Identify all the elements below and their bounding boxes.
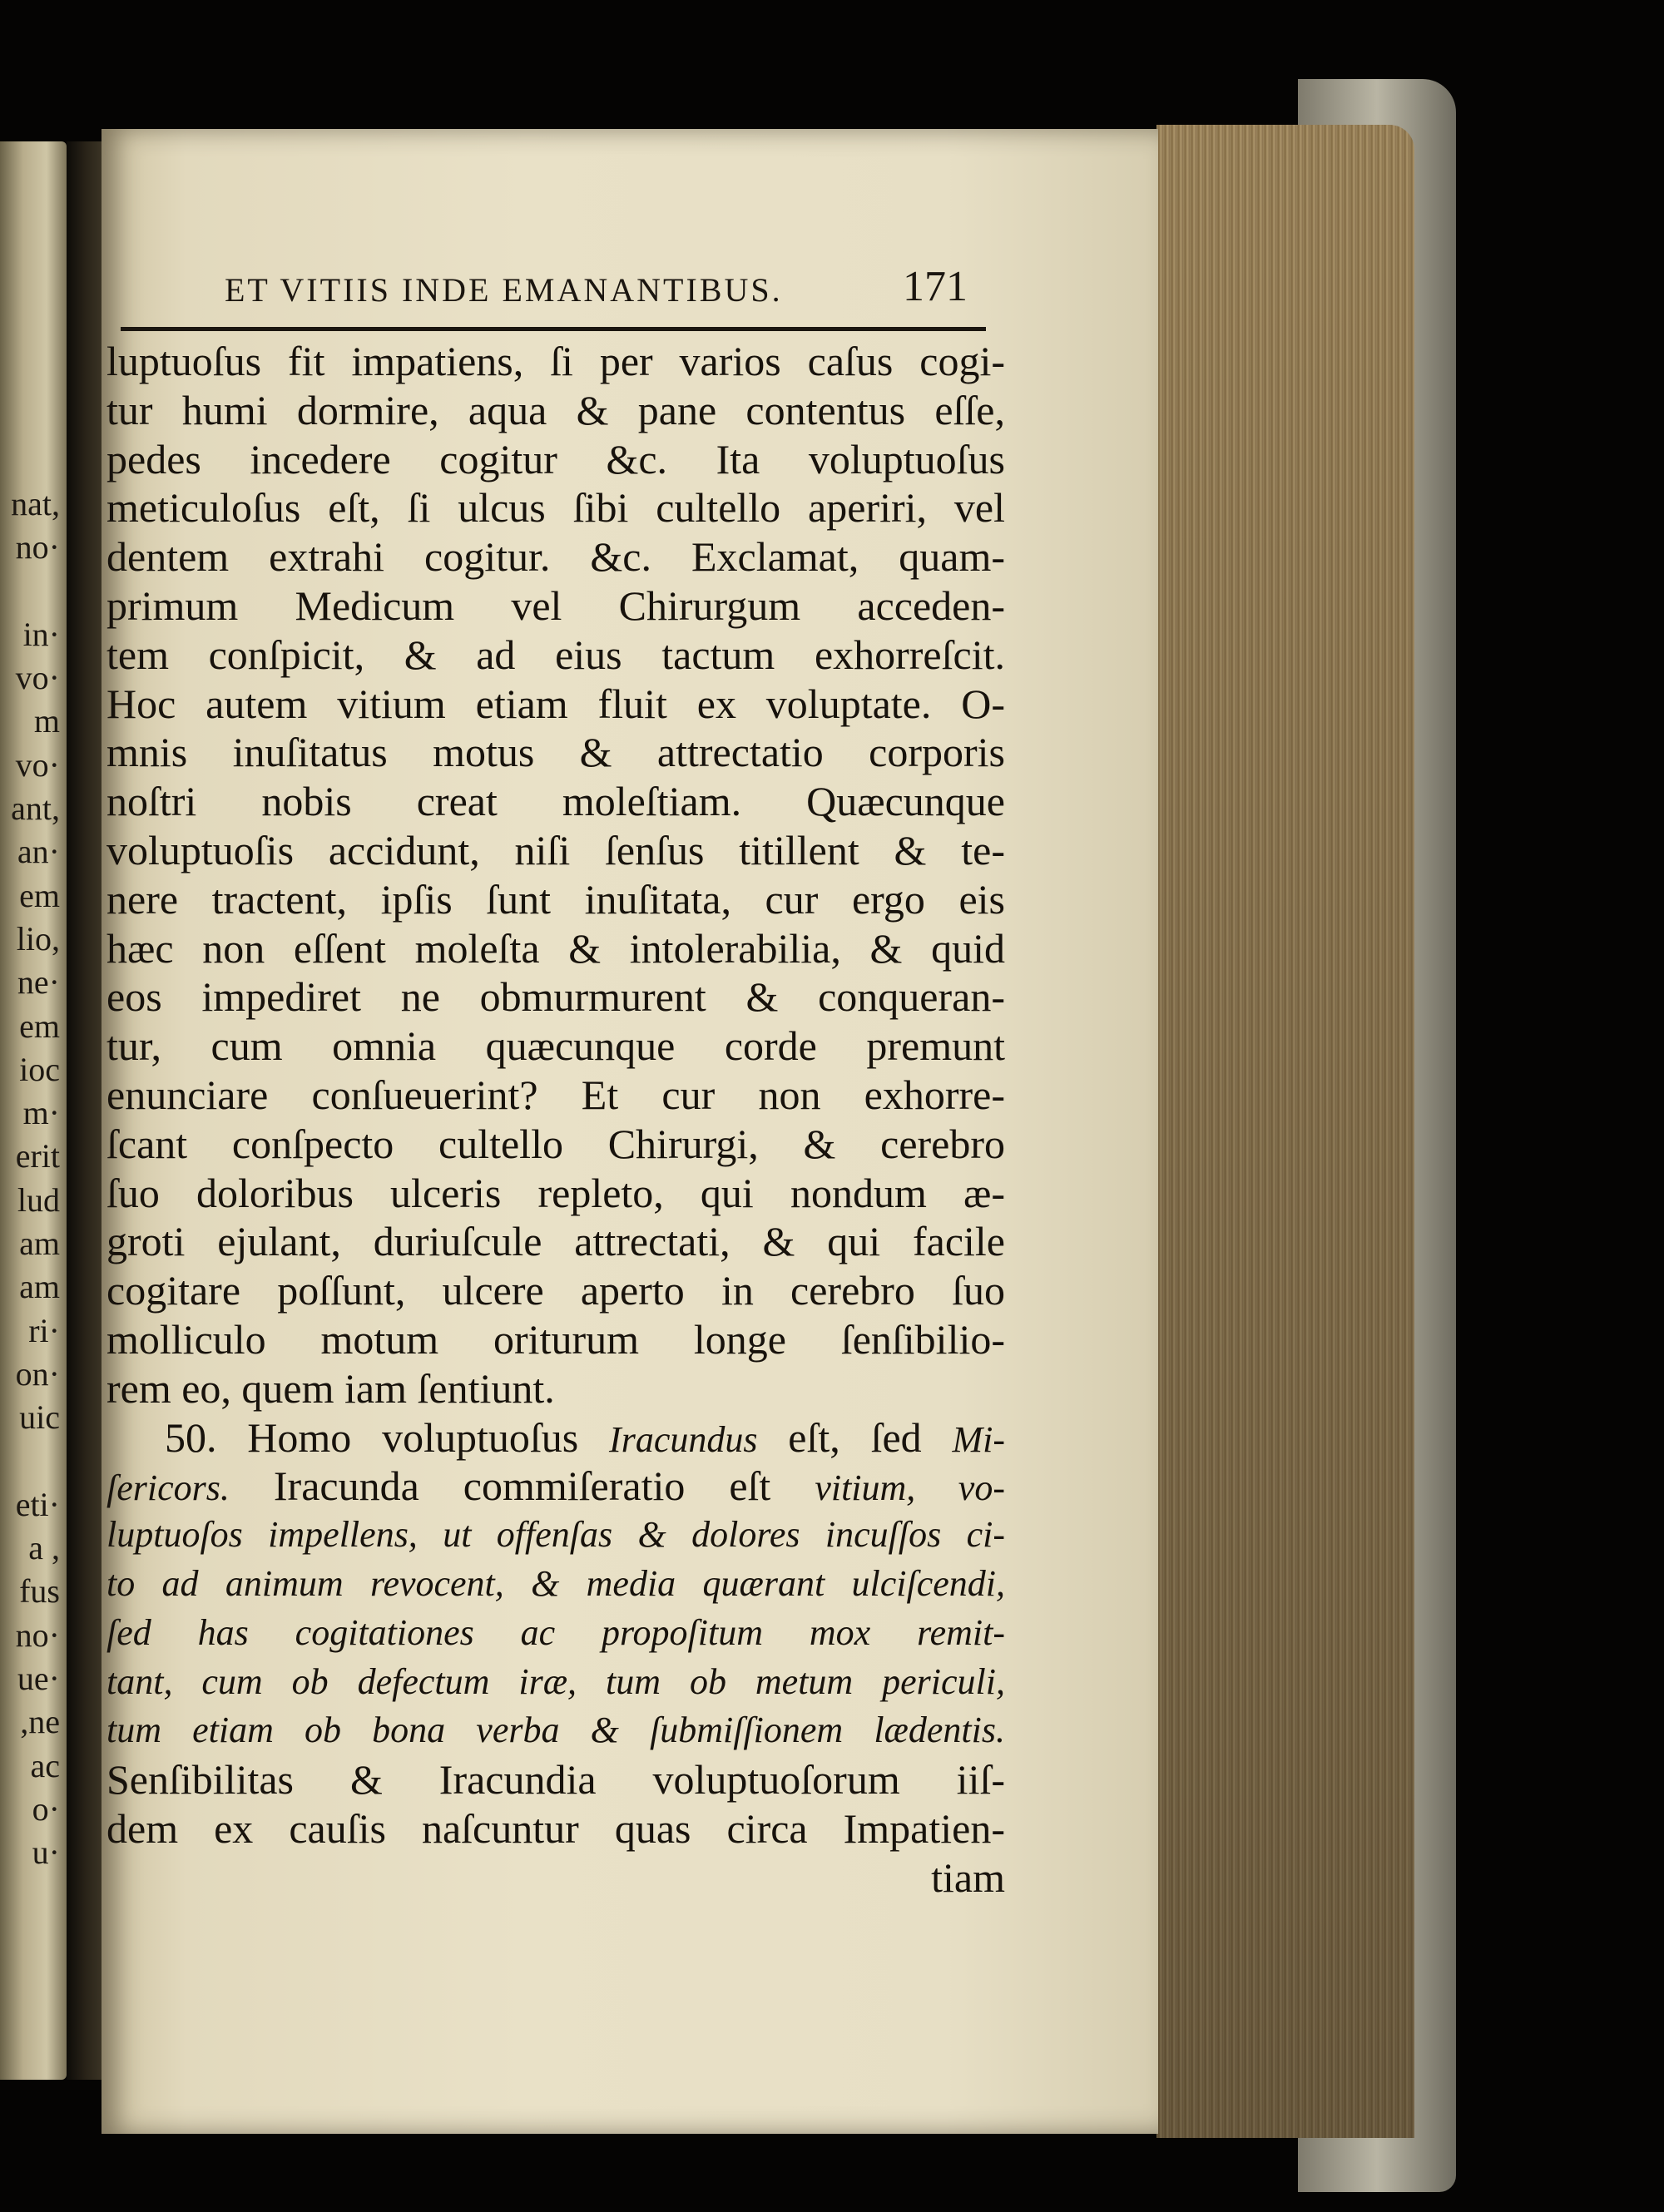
text-line: Hoc autem vitium etiam fluit ex voluptate. O- [106, 680, 1005, 727]
text-line: eos impediret ne obmurmurent & conqueran- [106, 973, 1005, 1021]
margin-fragment: o· [32, 1789, 60, 1828]
margin-fragment: uic [19, 1398, 60, 1437]
margin-fragment: u· [32, 1833, 60, 1872]
margin-fragment: em [19, 876, 60, 914]
text-line: dentem extrahi cogitur. &c. Exclamat, quam- [106, 533, 1005, 581]
text-line: enunciare conſueuerint? Et cur non exhorre- [106, 1071, 1005, 1118]
text-line: groti ejulant, duriuſcule attrectati, & qui facile [106, 1218, 1005, 1265]
margin-fragment: fus [19, 1572, 60, 1611]
running-head: ET VITIIS INDE EMANANTIBUS. [225, 271, 783, 309]
left-page [0, 141, 67, 2080]
text-line: tem conſpicit, & ad eius tactum exhorreſcit. [106, 631, 1005, 678]
para50-line-1 [106, 1413, 1005, 1462]
margin-fragment: ne· [17, 963, 60, 1002]
margin-fragment: ue· [17, 1660, 60, 1698]
text-line: meticuloſus eſt, ſi ulcus ſibi cultello aperiri, vel [106, 484, 1005, 532]
text-line: primum Medicum vel Chirurgum acceden- [106, 581, 1005, 629]
margin-fragment: no· [15, 1616, 60, 1654]
margin-fragment: vo· [15, 745, 60, 784]
margin-fragment: am [19, 1225, 60, 1263]
roman-lines [106, 1755, 1005, 1853]
margin-fragment: vo· [15, 659, 60, 697]
margin-fragment: a , [28, 1529, 60, 1567]
left-margin-fragments [0, 482, 60, 1875]
para50-italic: ſericors. [106, 1467, 230, 1509]
margin-fragment: ac [30, 1746, 60, 1784]
body-lines [106, 337, 1005, 1413]
margin-fragment: lio, [16, 919, 60, 958]
text-line: tur humi dormire, aqua & pane contentus eſſe, [106, 386, 1005, 433]
page-edges-shade [1156, 125, 1414, 2138]
head-rule [121, 327, 986, 331]
italic-line: to ad animum revocent, & media quærant ulciſcendi, [106, 1562, 1005, 1604]
text-line: rem eo, quem iam ſentiunt. [106, 1364, 555, 1412]
italic-line: ſed has cogitationes ac propoſitum mox remit- [106, 1611, 1005, 1653]
catchword: tiam [931, 1853, 1005, 1901]
para50-italic: vitium, vo- [815, 1467, 1005, 1509]
margin-fragment: an· [17, 833, 60, 871]
italic-line: tant, cum ob defectum iræ, tum ob metum periculi, [106, 1660, 1005, 1702]
para50-line-2 [106, 1462, 1005, 1511]
page-number: 171 [903, 263, 968, 310]
text-line: luptuoſus fit impatiens, ſi per varios caſus cogi- [106, 338, 1005, 384]
para50-italic: Iracundus [609, 1418, 758, 1460]
text-line: cogitare poſſunt, ulcere aperto in cerebro ſuo [106, 1267, 1005, 1314]
para50-italic: Mi- [952, 1418, 1005, 1460]
text-line: ſuo doloribus ulceris repleto, qui nondum æ- [106, 1169, 1005, 1216]
margin-fragment: no· [15, 528, 60, 567]
italic-line: tum etiam ob bona verba & ſubmiſſionem lædentis. [106, 1710, 1005, 1751]
margin-fragment: am [19, 1268, 60, 1306]
text-line: dem ex cauſis naſcuntur quas circa Impatien- [106, 1804, 1005, 1852]
text-line: nere tractent, ipſis ſunt inuſitata, cur ergo eis [106, 875, 1005, 923]
para50-text: eſt, ſed [757, 1413, 953, 1461]
text-line: Senſibilitas & Iracundia voluptuoſorum iiſ- [106, 1756, 1005, 1804]
para50-text: 50. Homo voluptuoſus [165, 1413, 610, 1461]
body-text [106, 337, 1005, 1903]
margin-fragment: eti· [15, 1485, 60, 1523]
margin-fragment: m [33, 702, 60, 740]
margin-fragment [0, 1440, 60, 1483]
text-line: mnis inuſitatus motus & attrectatio corporis [106, 729, 1005, 776]
margin-fragment: ,ne [20, 1703, 60, 1741]
text-line: pedes incedere cogitur &c. Ita voluptuoſus [106, 435, 1005, 482]
para50-text: Iracunda commiſeratio eſt [229, 1462, 815, 1510]
margin-fragment: lud [17, 1180, 60, 1219]
text-line: hæc non eſſent moleſta & intolerabilia, & quid [106, 924, 1005, 972]
margin-fragment: in· [22, 615, 60, 653]
text-line: noſtri nobis creat moleſtiam. Quæcunque [106, 778, 1005, 825]
text-line: tur, cum omnia quæcunque corde premunt [106, 1022, 1005, 1070]
margin-fragment: ioc [19, 1050, 60, 1088]
margin-fragment: ri· [28, 1311, 60, 1349]
margin-fragment: erit [15, 1137, 60, 1175]
margin-fragment: m· [22, 1094, 60, 1132]
margin-fragment: ant, [11, 789, 60, 828]
italic-lines [106, 1511, 1005, 1755]
margin-fragment: on· [15, 1354, 60, 1393]
margin-fragment [0, 570, 60, 613]
margin-fragment: em [19, 1007, 60, 1045]
text-line: molliculo motum oriturum longe ſenſibilio- [106, 1315, 1005, 1363]
text-line: voluptuoſis accidunt, niſi ſenſus titillent & te- [106, 826, 1005, 873]
text-line: ſcant conſpecto cultello Chirurgi, & cerebro [106, 1120, 1005, 1167]
italic-line: luptuoſos impellens, ut offenſas & dolores incuſſos ci- [106, 1514, 1005, 1556]
margin-fragment: nat, [11, 485, 60, 522]
